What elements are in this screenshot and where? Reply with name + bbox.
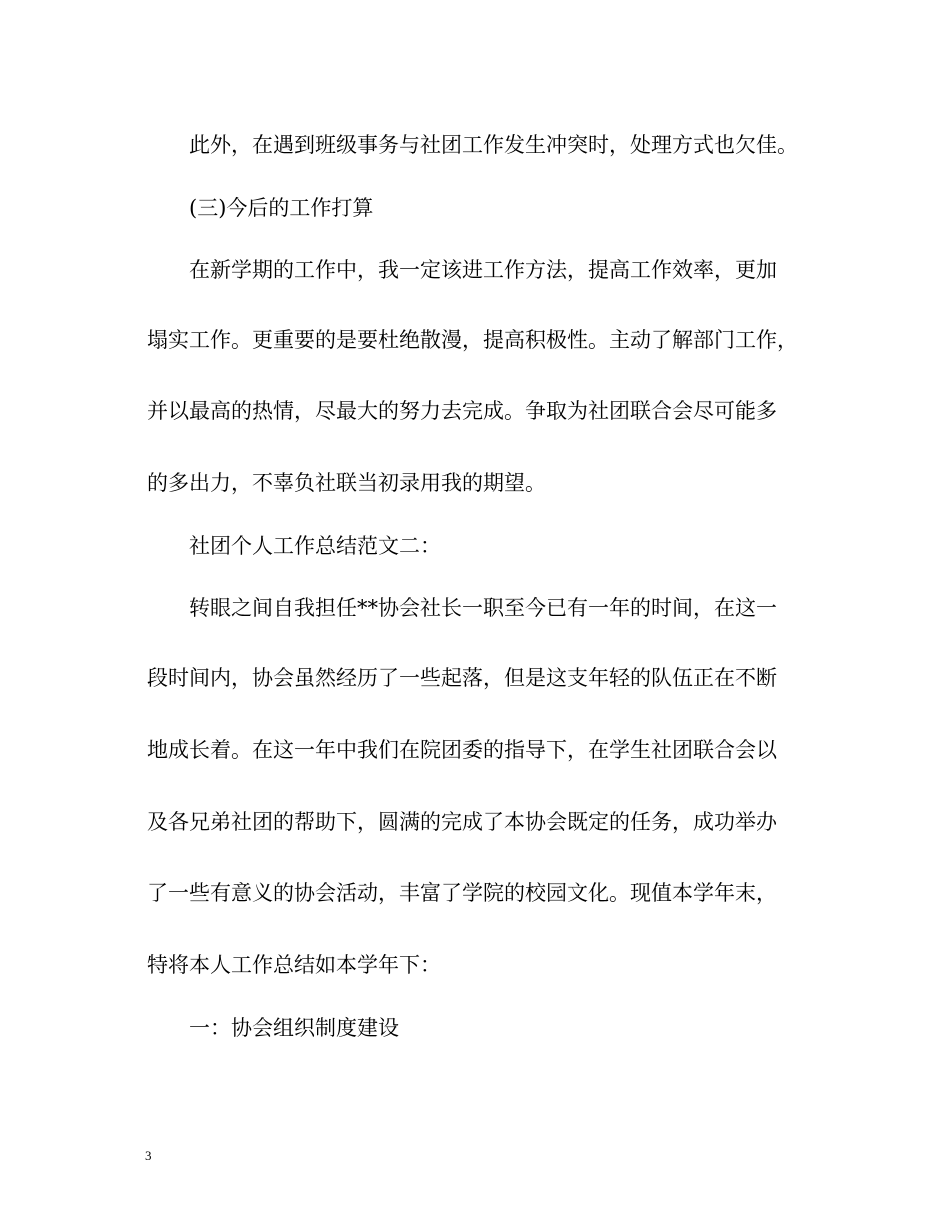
text-line: 了一些有意义的协会活动，丰富了学院的校园文化。现值本学年末， xyxy=(147,881,777,905)
text-line: 并以最高的热情，尽最大的努力去完成。争取为社团联合会尽可能多 xyxy=(147,399,777,423)
text-line: 塌实工作。更重要的是要杜绝散漫，提高积极性。主动了解部门工作， xyxy=(147,328,798,352)
text-line: 地成长着。在这一年中我们在院团委的指导下，在学生社团联合会以 xyxy=(147,738,777,762)
section-heading: (三)今后的工作打算 xyxy=(189,196,374,220)
text-line: 此外，在遇到班级事务与社团工作发生冲突时，处理方式也欠佳。 xyxy=(189,133,798,157)
page-number: 3 xyxy=(145,1148,152,1163)
text-line: 的多出力，不辜负社联当初录用我的期望。 xyxy=(147,471,546,495)
section-heading: 一：协会组织制度建设 xyxy=(189,1016,399,1040)
text-line: 特将本人工作总结如本学年下： xyxy=(147,953,441,977)
section-heading: 社团个人工作总结范文二： xyxy=(189,534,441,558)
text-line: 在新学期的工作中，我一定该进工作方法，提高工作效率，更加 xyxy=(189,258,777,282)
text-line: 及各兄弟社团的帮助下，圆满的完成了本协会既定的任务，成功举办 xyxy=(147,810,777,834)
text-line: 段时间内，协会虽然经历了一些起落，但是这支年轻的队伍正在不断 xyxy=(147,666,777,690)
text-line: 转眼之间自我担任**协会社长一职至今已有一年的时间，在这一 xyxy=(189,596,777,620)
